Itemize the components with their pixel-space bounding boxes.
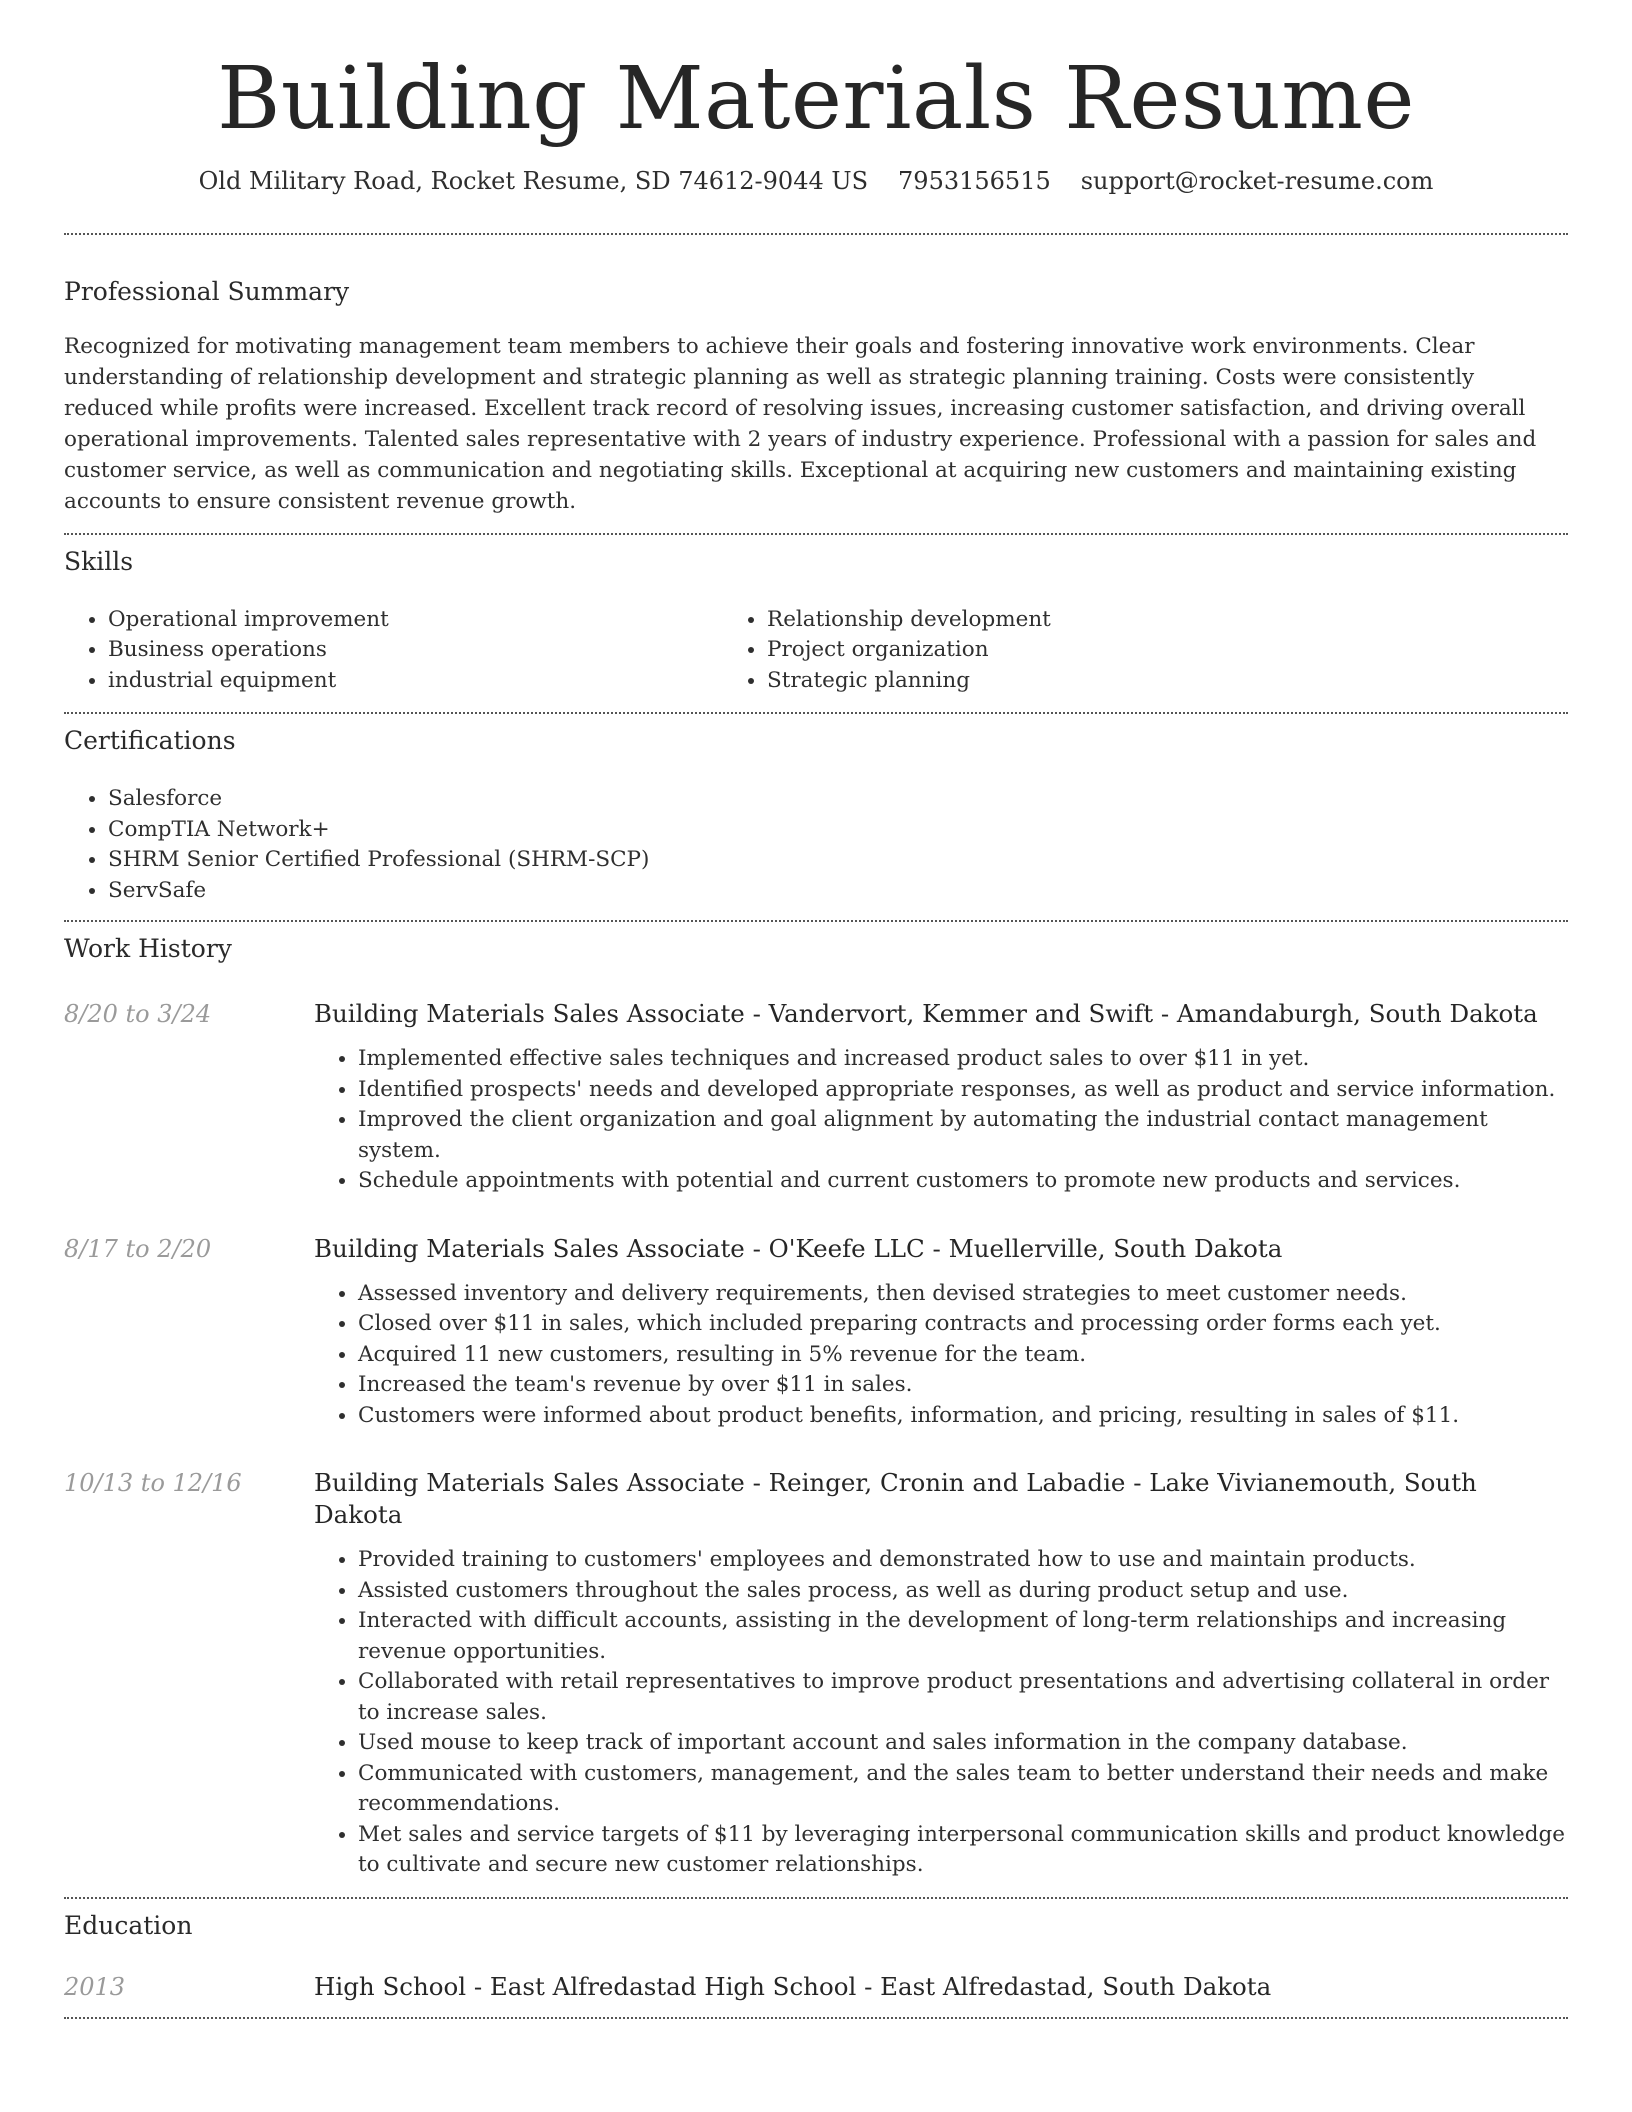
resume-title: Building Materials Resume — [217, 49, 1415, 149]
skill-item: • Business operations — [108, 635, 723, 666]
job-title: Building Materials Sales Associate - Vandervort, Kemmer and Swift - Amandaburgh, South Dakota — [314, 999, 1538, 1029]
education-year: 2013 — [64, 1972, 126, 2001]
summary-text: Recognized for motivating management team members to achieve their goals and fostering innovative work environments. Clear understanding of relationship development and strategic planning as well as strategic planning training. Costs were consistently reduced while profits were increased. Excellent track record of resolving issues, increasing customer satisfaction, and driving overall operational improvements. Talented sales representative with 2 years of industry experience. Professional with a passion for sales and customer service, as well as communication and negotiating skills. Exceptional at acquiring new customers and maintaining existing accounts to ensure consistent revenue growth. — [64, 333, 1537, 514]
skills-column-2 — [723, 605, 1382, 697]
work-history-section — [64, 922, 1568, 1897]
section-heading-education: Education — [64, 1910, 193, 1940]
contact-line — [64, 167, 1568, 195]
section-heading-certifications: Certifications — [64, 726, 236, 756]
certification-item: • Salesforce — [108, 784, 1568, 815]
job-dates: 8/17 to 2/20 — [64, 1234, 212, 1263]
certification-item: • ServSafe — [108, 876, 1568, 907]
job-bullet: • Increased the team's revenue by over $11 in sales. — [358, 1370, 1568, 1401]
job-bullet: • Interacted with difficult accounts, assisting in the development of long-term relationships and increasing revenue opportunities. — [358, 1606, 1568, 1667]
contact-address: Old Military Road, Rocket Resume, SD 74612-9044 US — [198, 166, 869, 195]
skills-grid — [64, 605, 1568, 697]
job-bullets — [314, 1279, 1568, 1432]
job-entry — [64, 1467, 1568, 1881]
job-bullet: • Communicated with customers, management, and the sales team to better understand their needs and make recommendations. — [358, 1759, 1568, 1820]
certification-item: • SHRM Senior Certified Professional (SHRM-SCP) — [108, 845, 1568, 876]
job-bullet: • Assessed inventory and delivery requirements, then devised strategies to meet customer needs. — [358, 1279, 1568, 1310]
job-entry — [64, 998, 1568, 1197]
job-dates: 10/13 to 12/16 — [64, 1469, 242, 1498]
section-heading-skills: Skills — [64, 546, 134, 576]
section-heading-summary: Professional Summary — [64, 276, 350, 306]
education-detail: High School - East Alfredastad High School - East Alfredastad, South Dakota — [314, 1971, 1272, 2001]
skill-item: • Operational improvement — [108, 605, 723, 636]
job-details — [314, 1233, 1568, 1432]
contact-phone: 7953156515 — [898, 166, 1051, 195]
skill-item: • industrial equipment — [108, 666, 723, 697]
job-bullet: • Met sales and service targets of $11 by leveraging interpersonal communication skills and product knowledge to cultivate and secure new customer relationships. — [358, 1820, 1568, 1881]
skill-item: • Relationship development — [767, 605, 1382, 636]
skills-column-1 — [64, 605, 723, 697]
certifications-list — [64, 784, 1568, 906]
job-bullet: • Customers were informed about product benefits, information, and pricing, resulting in sales of $11. — [358, 1401, 1568, 1432]
divider — [64, 2017, 1568, 2019]
skills-section — [64, 535, 1568, 697]
job-bullet: • Used mouse to keep track of important account and sales information in the company database. — [358, 1728, 1568, 1759]
certification-item: • CompTIA Network+ — [108, 815, 1568, 846]
resume-page — [64, 0, 1568, 2019]
skill-item: • Strategic planning — [767, 666, 1382, 697]
job-dates: 8/20 to 3/24 — [64, 1000, 212, 1029]
job-details — [314, 998, 1568, 1197]
job-details — [314, 1467, 1568, 1881]
job-title: Building Materials Sales Associate - O'Keefe LLC - Muellerville, South Dakota — [314, 1233, 1283, 1263]
job-bullet: • Improved the client organization and goal alignment by automating the industrial contact management system. — [358, 1105, 1568, 1166]
certifications-section — [64, 714, 1568, 906]
job-bullet: • Assisted customers throughout the sales process, as well as during product setup and use. — [358, 1576, 1568, 1607]
summary-section — [64, 235, 1568, 517]
contact-email: support@rocket-resume.com — [1080, 166, 1434, 195]
job-bullet: • Provided training to customers' employees and demonstrated how to use and maintain products. — [358, 1545, 1568, 1576]
job-bullets — [314, 1545, 1568, 1881]
job-bullet: • Implemented effective sales techniques and increased product sales to over $11 in yet. — [358, 1044, 1568, 1075]
job-bullet: • Identified prospects' needs and developed appropriate responses, as well as product and service information. — [358, 1075, 1568, 1106]
education-entry — [64, 1971, 1568, 2017]
job-bullet: • Acquired 11 new customers, resulting in 5% revenue for the team. — [358, 1340, 1568, 1371]
job-bullet: • Closed over $11 in sales, which included preparing contracts and processing order forms each yet. — [358, 1309, 1568, 1340]
job-bullet: • Collaborated with retail representatives to improve product presentations and advertising collateral in order to increase sales. — [358, 1667, 1568, 1728]
skill-item: • Project organization — [767, 635, 1382, 666]
job-bullets — [314, 1044, 1568, 1197]
job-title: Building Materials Sales Associate - Reinger, Cronin and Labadie - Lake Vivianemouth, South Dakota — [314, 1468, 1477, 1530]
education-section — [64, 1899, 1568, 2017]
job-entry — [64, 1233, 1568, 1432]
job-bullet: • Schedule appointments with potential and current customers to promote new products and services. — [358, 1166, 1568, 1197]
section-heading-work-history: Work History — [64, 934, 232, 964]
